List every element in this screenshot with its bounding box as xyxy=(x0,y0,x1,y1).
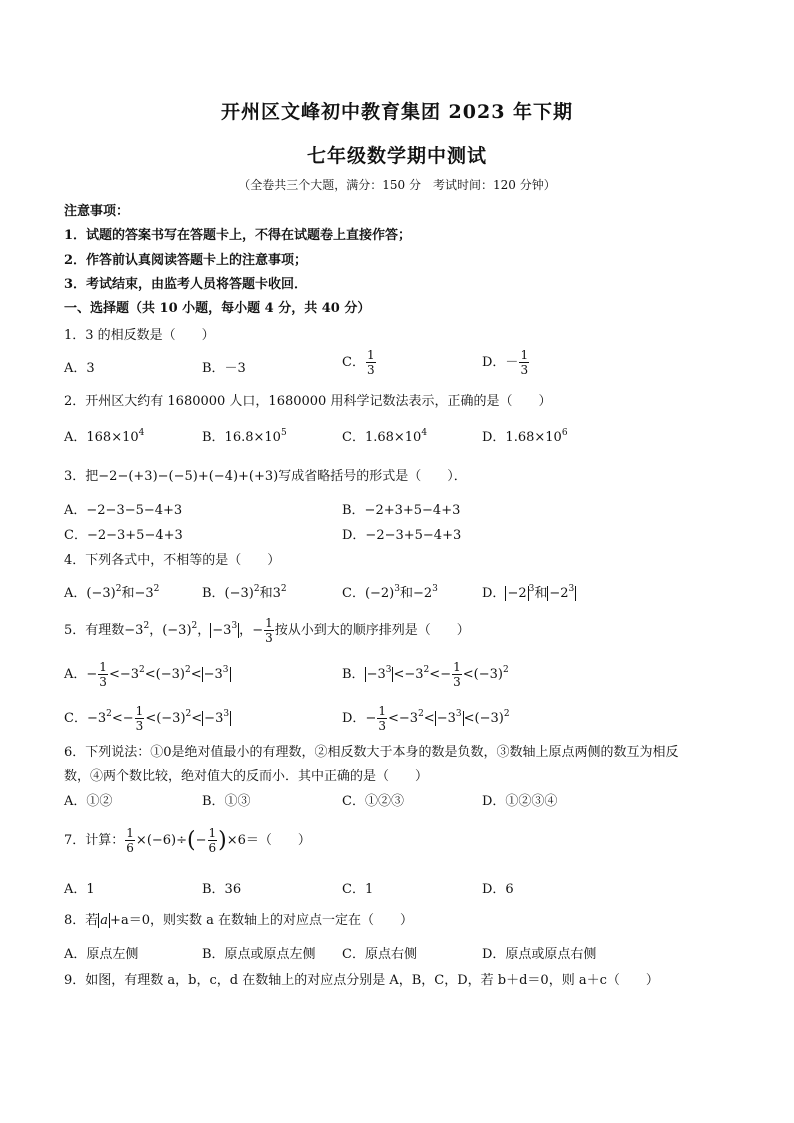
q1-option-d: D．－ $\frac{1}{3}$ xyxy=(482,348,529,377)
q4-option-c: C．$(-2)^3$和$-2^3$ xyxy=(342,584,438,601)
q3-option-b: B．−2+3+5−4+3 xyxy=(342,503,461,518)
q4-option-b: B．$(-3)^2$和$3^2$ xyxy=(202,584,287,601)
q8-option-b: B．原点或原点左侧 xyxy=(202,947,316,962)
exam-subtitle: 七年级数学期中测试 xyxy=(306,145,487,167)
note-item-2: 2．作答前认真阅读答题卡上的注意事项； xyxy=(64,253,308,268)
question-4-stem: 4．下列各式中，不相等的是（ ） xyxy=(64,553,281,568)
question-6-line-2: 数，④两个数比较，绝对值大的反而小．其中正确的是（ ） xyxy=(64,769,429,784)
question-6-line-1: 6．下列说法：①0是绝对值最小的有理数，②相反数大于本身的数是负数，③数轴上原点两侧的数互为相反 xyxy=(64,745,679,760)
q2-option-b: B．$16.8\times 10^5$ xyxy=(202,428,287,445)
q5-option-a: A．− $\frac{1}{3}$ $<-3^2<(-3)^2< -3^3$ xyxy=(64,660,229,689)
q3-option-d: D．−2−3+5−4+3 xyxy=(342,528,462,543)
q1-option-b: B．－3 xyxy=(202,361,246,376)
q7-option-d: D．6 xyxy=(482,882,514,897)
q6-option-a: A．①② xyxy=(64,794,113,809)
q4-option-d: D． −2 $^3$和 $-2^3$ xyxy=(482,584,575,601)
question-1-stem: 1．3 的相反数是（ ） xyxy=(64,328,215,343)
section-heading: 一、选择题（共 10 小题，每小题 4 分，共 40 分） xyxy=(64,301,371,316)
q4-option-a: A．$(-3)^2$和$-3^2$ xyxy=(64,584,160,601)
q3-option-c: C．−2−3+5−4+3 xyxy=(64,528,183,543)
q6-option-d: D．①②③④ xyxy=(482,794,558,809)
q8-option-d: D．原点或原点右侧 xyxy=(482,947,597,962)
exam-info: （全卷共三个大题，满分：150 分 考试时间：120 分钟） xyxy=(238,178,556,192)
question-2-stem: 2．开州区大约有 1680000 人口，1680000 用科学记数法表示，正确的是（ ） xyxy=(64,394,552,409)
q2-option-c: C．$1.68\times 10^4$ xyxy=(342,428,428,445)
q7-option-b: B．36 xyxy=(202,882,242,897)
q2-option-d: D．$1.68\times 10^6$ xyxy=(482,428,568,445)
exam-title: 开州区文峰初中教育集团 2023 年下期 xyxy=(220,101,574,123)
q3-option-a: A．−2−3−5−4+3 xyxy=(64,503,183,518)
question-3-stem: 3．把−2−(+3)−(−5)+(−4)+(+3)写成省略括号的形式是（ ）． xyxy=(64,469,467,484)
q7-option-a: A．1 xyxy=(64,882,95,897)
q6-option-c: C．①②③ xyxy=(342,794,404,809)
q5-option-c: C．$-3^2<-$ $\frac{1}{3}$ $<(-3)^2< -3^3$ xyxy=(64,704,230,733)
question-7-stem: 7．计算： $\frac{1}{6}$ ×(−6)÷(− $\frac{1}{6}$ )×6＝（ ） xyxy=(64,826,311,855)
q8-option-c: C．原点右侧 xyxy=(342,947,417,962)
note-item-1: 1．试题的答案书写在答题卡上，不得在试题卷上直接作答； xyxy=(64,228,412,243)
q5-option-b: B． $-3^3 <-3^2<-$ $\frac{1}{3}$ $<(-3)^2$ xyxy=(342,660,509,689)
q1-option-a: A．3 xyxy=(64,361,95,376)
question-9-stem: 9．如图，有理数 a，b，c，d 在数轴上的对应点分别是 A，B，C，D，若 b＋d＝0，则 a＋c（ ） xyxy=(64,973,659,988)
q6-option-b: B．①③ xyxy=(202,794,251,809)
question-8-stem: 8．若 a +a＝0，则实数 a 在数轴上的对应点一定在（ ） xyxy=(64,913,413,928)
q8-option-a: A．原点左侧 xyxy=(64,947,139,962)
q5-option-d: D．− $\frac{1}{3}$ $<-3^2< -3^3 <(-3)^2$ xyxy=(342,704,510,733)
notes-heading: 注意事项： xyxy=(64,204,130,219)
q1-option-c: C． $\frac{1}{3}$ xyxy=(342,348,375,377)
q2-option-a: A．$168\times 10^4$ xyxy=(64,428,145,445)
note-item-3: 3．考试结束，由监考人员将答题卡收回． xyxy=(64,277,308,292)
q7-option-c: C．1 xyxy=(342,882,374,897)
question-5-stem: 5．有理数$-3^2$，$(-3)^2$， $-3^3$ ，− $\frac{1}{3}$ 按从小到大的顺序排列是（ ） xyxy=(64,616,470,645)
